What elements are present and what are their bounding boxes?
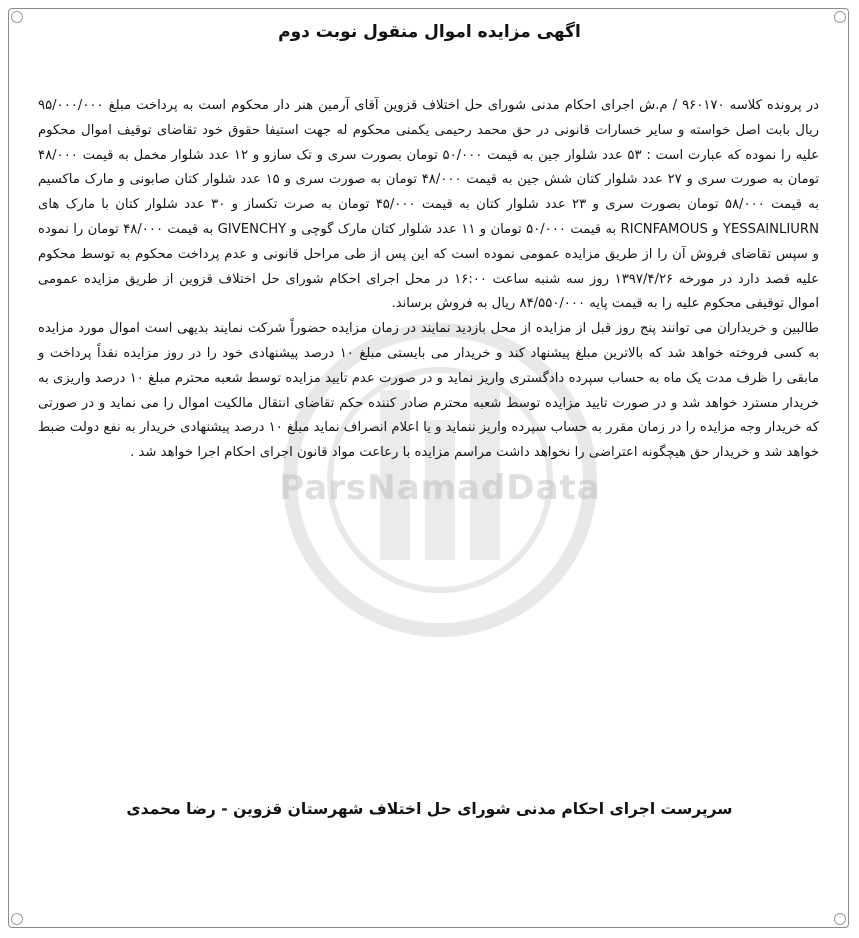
notice-paragraph-2: طالبین و خریداران می توانند پنج روز قبل از مزایده از محل بازدید نمایند در زمان مزایده حضوراً شرکت نمایند بدیهی است اموال مورد مزایده به کسی فروخته خواهد شد که بالاترین مبلغ پیشنهاد کند و خریدار می بایستی مبلغ ۱۰ درصد پیشنهادی خود را در روز مزایده نقداً پرداخت و مابقی را ظرف مدت یک ماه به حساب سپرده دادگستری واریز نماید و در صورت عدم تایید مزایده توسط شعبه محترم مبلغ ۱۰ درصد واریزی به خریدار مسترد خواهد شد و در صورت تایید مزایده توسط شعبه محترم صادر کننده حکم تقاضای انتقال مالکیت اموال را می نماید و در صورتی که خریدار وجه مزایده را در زمان مقرر به حساب سپرده واریز ننماید و یا اعلام انصراف نماید مبلغ ۱۰ درصد پیشنهادی خریدار به نفع دولت ضبط خواهد شد و خریدار حق هیچگونه اعتراضی را نخواهد داشت مراسم مزایده با رعاعت مواد قانون اجرای احکام اجرا خواهد شد .: [38, 321, 819, 461]
corner-ornament: [11, 11, 23, 23]
notice-body: [38, 94, 819, 466]
notice-paragraph-1: در پرونده کلاسه ۹۶۰۱۷۰ / م.ش اجرای احکام مدنی شورای حل اختلاف قزوین آقای آرمین هنر دار محکوم است به پرداخت مبلغ ۹۵/۰۰۰/۰۰۰ ریال بابت اصل خواسته و سایر خسارات قانونی در حق محمد رحیمی یکمنی محکوم له جهت استیفا حقوق خود تقاضای توقیف اموال محکوم علیه را نموده که عبارت است : ۵۳ عدد شلوار جین به قیمت ۵۰/۰۰۰ تومان بصورت سری و تک سازو و ۱۲ عدد شلوار مخمل به قیمت ۴۸/۰۰۰ تومان به صورت سری و ۲۷ عدد شلوار کتان شش جین به قیمت ۴۸/۰۰۰ تومان به صورت سری و ۱۵ عدد شلوار کتان صابونی و مارک ماکسیم به قیمت ۵۸/۰۰۰ تومان بصورت سری و ۲۳ عدد شلوار کتان به قیمت ۴۵/۰۰۰ تومان به صرت تکساز و ۳۰ عدد شلوار کتان با مارک های YESSAINLIURN و RICNFAMOUS به قیمت ۵۰/۰۰۰ تومان و ۱۱ عدد شلوار کتان مارک گوچی و GIVENCHY به قیمت ۴۸/۰۰۰ تومان را نموده و سپس تقاضای فروش آن را از طریق مزایده عمومی نموده است که این پس از طی مراحل قانونی و عدم پرداخت محکوم به توسط محکوم علیه قصد دارد در مورخه ۱۳۹۷/۴/۲۶ روز سه شنبه ساعت ۱۶:۰۰ در محل اجرای احکام شورای حل اختلاف قزوین از طریق مزایده عمومی اموال توقیفی محکوم علیه را به قیمت پایه ۸۴/۵۵۰/۰۰۰ ریال به فروش برساند.: [38, 98, 820, 312]
watermark-text: ParsNamadData: [279, 468, 601, 508]
corner-ornament: [11, 913, 23, 925]
corner-ornament: [834, 913, 846, 925]
corner-ornament: [834, 11, 846, 23]
notice-title: اگهی مزایده اموال منقول نوبت دوم: [278, 22, 581, 42]
notice-signature: سرپرست اجرای احکام مدنی شورای حل اختلاف شهرستان قزوین - رضا محمدی: [126, 800, 733, 818]
